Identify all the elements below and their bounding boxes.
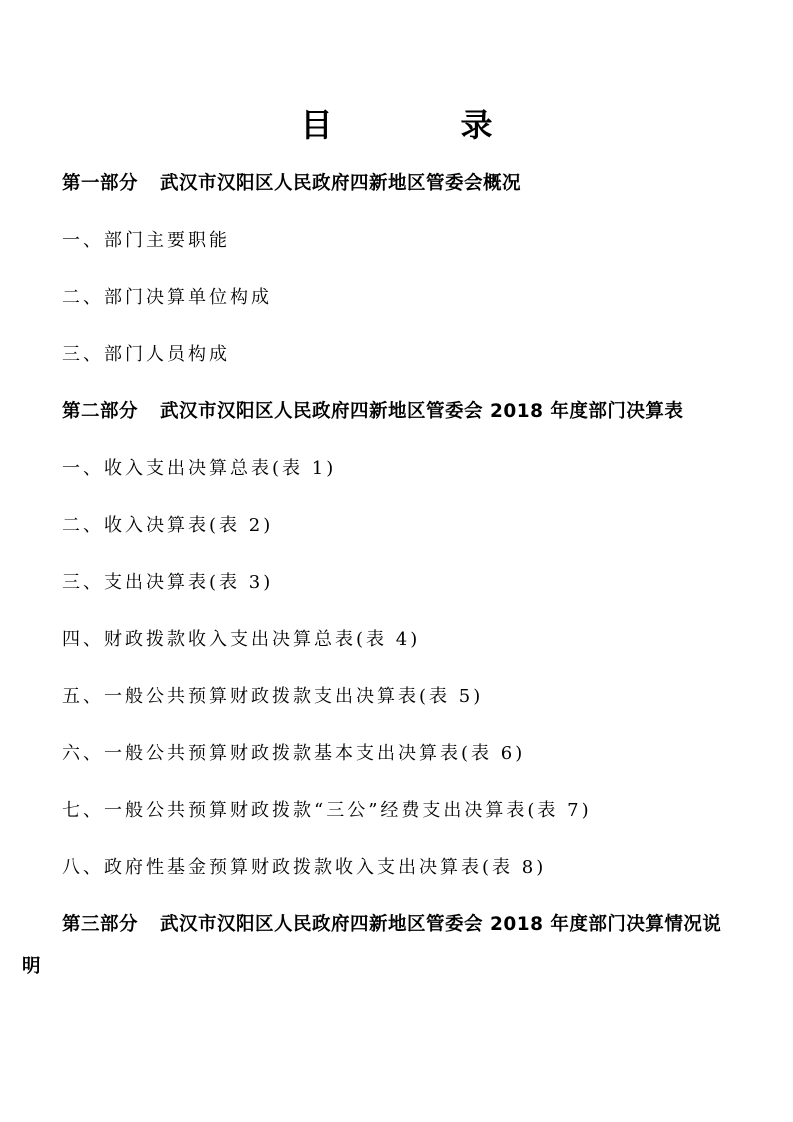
page-title: 目 录 xyxy=(300,106,541,144)
part1-label: 第一部分 xyxy=(62,173,139,194)
part1-item-1[interactable]: 一、部门主要职能 xyxy=(62,230,230,251)
part3-heading: 武汉市汉阳区人民政府四新地区管委会 2018 年度部门决算情况说 xyxy=(160,914,722,935)
part2-heading: 武汉市汉阳区人民政府四新地区管委会 2018 年度部门决算表 xyxy=(160,401,684,422)
part1-item-2[interactable]: 二、部门决算单位构成 xyxy=(62,287,272,308)
part2-item-6[interactable]: 六、一般公共预算财政拨款基本支出决算表(表 6) xyxy=(62,743,526,764)
part2-item-8[interactable]: 八、政府性基金预算财政拨款收入支出决算表(表 8) xyxy=(62,857,547,878)
part2-item-7[interactable]: 七、一般公共预算财政拨款“三公”经费支出决算表(表 7) xyxy=(62,800,592,821)
part2-label: 第二部分 xyxy=(62,401,139,422)
part3-heading-tail: 明 xyxy=(22,956,41,977)
part2-item-3[interactable]: 三、支出决算表(表 3) xyxy=(62,572,274,593)
part2-item-2[interactable]: 二、收入决算表(表 2) xyxy=(62,515,274,536)
part3-heading-line[interactable] xyxy=(62,913,721,937)
part1-heading: 武汉市汉阳区人民政府四新地区管委会概况 xyxy=(160,173,522,194)
part2-item-4[interactable]: 四、财政拨款收入支出决算总表(表 4) xyxy=(62,629,421,650)
part3-label: 第三部分 xyxy=(62,914,139,935)
part1-heading-line[interactable] xyxy=(62,172,521,196)
part2-heading-line[interactable] xyxy=(62,400,683,424)
part2-item-1[interactable]: 一、收入支出决算总表(表 1) xyxy=(62,458,337,479)
part1-item-3[interactable]: 三、部门人员构成 xyxy=(62,344,230,365)
part2-item-5[interactable]: 五、一般公共预算财政拨款支出决算表(表 5) xyxy=(62,686,484,707)
